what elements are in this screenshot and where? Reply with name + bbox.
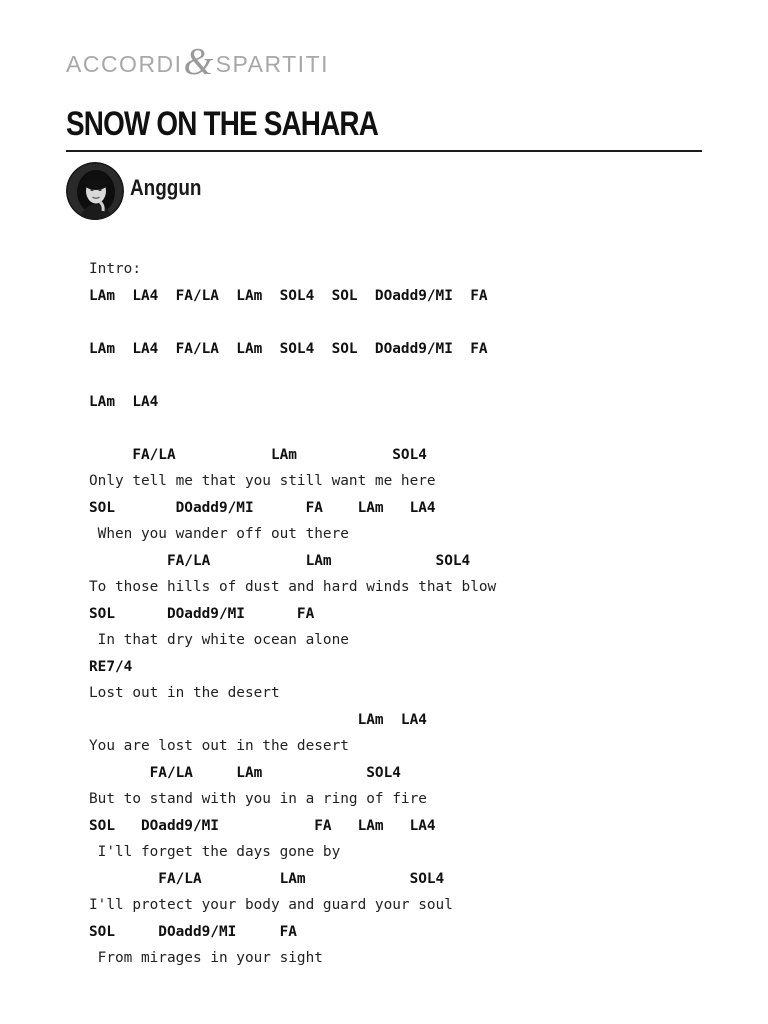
- lyric-line: But to stand with you in a ring of fire: [89, 791, 427, 807]
- chord-line: SOL DOadd9/MI FA LAm LA4: [89, 499, 436, 516]
- chord-line: RE7/4: [89, 658, 133, 675]
- chord-line: SOL DOadd9/MI FA: [89, 923, 297, 940]
- logo-ampersand: &: [183, 41, 215, 83]
- lyric-line: When you wander off out there: [89, 526, 349, 542]
- blank-line: [89, 309, 729, 336]
- artist-photo-icon: [66, 162, 124, 220]
- lyric-line: You are lost out in the desert: [89, 738, 349, 754]
- logo-text-spartiti: SPARTITI: [215, 50, 330, 77]
- lyric-line: I'll forget the days gone by: [89, 844, 341, 860]
- lyric-line: Intro:: [89, 261, 141, 277]
- page-title: SNOW ON THE SAHARA: [66, 105, 379, 143]
- title-divider: [66, 150, 702, 152]
- chord-line: FA/LA LAm SOL4: [89, 446, 427, 463]
- lyric-line: Only tell me that you still want me here: [89, 473, 436, 489]
- site-logo[interactable]: [66, 41, 330, 83]
- lyric-line: I'll protect your body and guard your soul: [89, 897, 453, 913]
- chord-line: LAm LA4 FA/LA LAm SOL4 SOL DOadd9/MI FA: [89, 287, 488, 304]
- lyric-line: To those hills of dust and hard winds that blow: [89, 579, 497, 595]
- chord-line: FA/LA LAm SOL4: [89, 764, 401, 781]
- chord-line: SOL DOadd9/MI FA: [89, 605, 315, 622]
- artist-avatar[interactable]: [66, 162, 124, 220]
- artist-name[interactable]: Anggun: [130, 175, 202, 200]
- logo-text-accordi: ACCORDI: [66, 50, 183, 77]
- lyric-line: In that dry white ocean alone: [89, 632, 349, 648]
- chord-line: FA/LA LAm SOL4: [89, 552, 471, 569]
- blank-line: [89, 415, 729, 442]
- lyric-line: Lost out in the desert: [89, 685, 280, 701]
- chord-sheet: [89, 256, 729, 972]
- chord-line: LAm LA4: [89, 393, 159, 410]
- chord-line: SOL DOadd9/MI FA LAm LA4: [89, 817, 436, 834]
- chord-line: LAm LA4: [89, 711, 427, 728]
- blank-line: [89, 362, 729, 389]
- chord-line: LAm LA4 FA/LA LAm SOL4 SOL DOadd9/MI FA: [89, 340, 488, 357]
- lyric-line: From mirages in your sight: [89, 950, 323, 966]
- chord-line: FA/LA LAm SOL4: [89, 870, 445, 887]
